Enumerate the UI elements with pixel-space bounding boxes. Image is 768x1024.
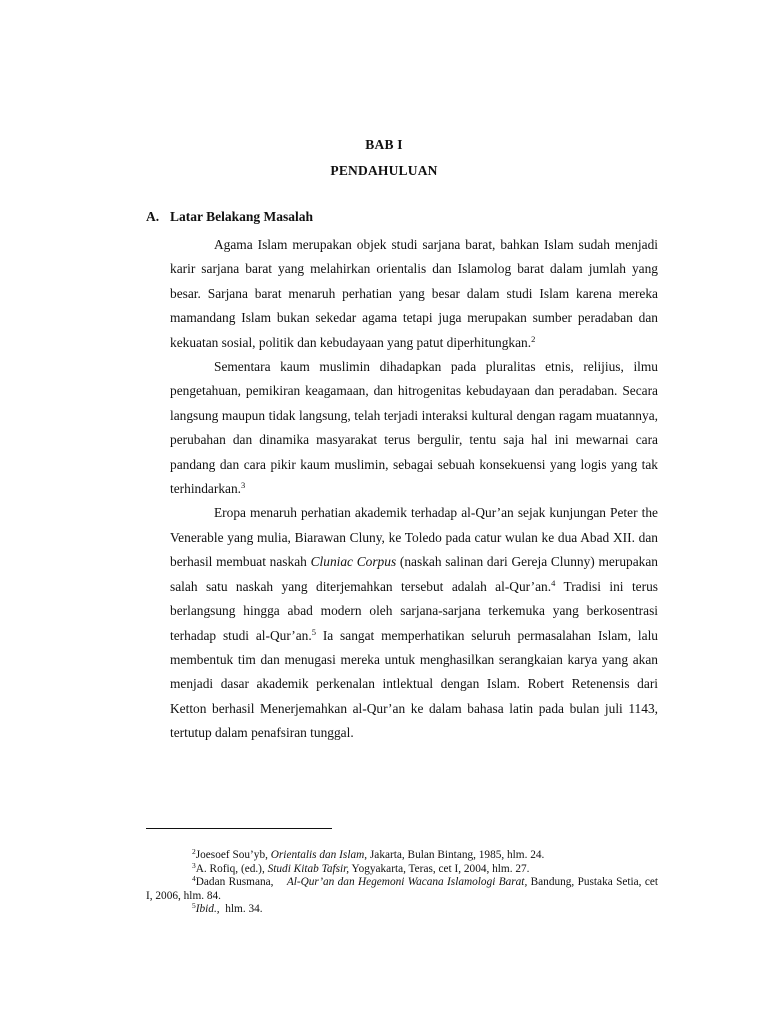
footnote-3 <box>146 860 658 877</box>
footnote-number: 5 <box>192 901 196 911</box>
section-title: Latar Belakang Masalah <box>170 209 314 224</box>
paragraph-3-italic-title: Cluniac Corpus <box>310 554 397 570</box>
footnote-text: Bandung, Pustaka Setia, cet I, 2006, hlm. 84. <box>146 876 658 902</box>
footnote-text: Yogyakarta, Teras, cet I, 2004, hlm. 27. <box>349 862 530 875</box>
footnote-ref-2: 2 <box>531 333 536 344</box>
body-text <box>170 233 658 746</box>
footnote-ref-5: 5 <box>311 626 316 637</box>
footnote-text: , Jakarta, Bulan Bintang, 1985, hlm. 24. <box>364 849 545 861</box>
footnotes <box>146 849 658 917</box>
footnote-text: hlm. 34. <box>219 903 263 916</box>
paragraph-3-text-c: Tradisi ini terus berlangsung hingga abad modern oleh sarjana-sarjana terkemuka yang berkosentrasi terhadap studi al-Qur’an. <box>170 578 658 643</box>
footnote-text: A. Rofiq, (ed.), <box>195 862 268 875</box>
footnote-ref-3: 3 <box>241 480 246 491</box>
footnote-separator <box>146 828 332 829</box>
footnote-number: 3 <box>192 860 196 870</box>
footnote-title: Ibid., <box>195 903 220 916</box>
paragraph-1-text: Agama Islam merupakan objek studi sarjana barat, bahkan Islam sudah menjadi karir sarjana barat yang melahirkan orientalis dan Islamolog barat dalam jumlah yang besar. Sarjana barat menaruh perhatian yang besar dalam studi Islam karena mereka mamandang Islam bukan sekedar agama tetapi juga merupakan sumber peradaban dan kekuatan sosial, politik dan kebudayaan yang patut diperhitungkan. <box>170 237 658 350</box>
chapter-number: BAB I <box>365 137 403 152</box>
paragraph-1 <box>170 233 658 355</box>
footnote-2 <box>146 849 658 863</box>
paragraph-3-text-a: Eropa menaruh perhatian akademik terhadap al-Qur’an sejak kunjungan Peter the Venerable yang mulia, Biarawan Cluny, ke Toledo pada catur wulan ke dua Abad XII. dan berhasil membuat naskah <box>170 505 658 570</box>
footnote-4 <box>146 876 658 903</box>
paragraph-2-text: Sementara kaum muslimin dihadapkan pada pluralitas etnis, relijius, ilmu pengetahuan, pemikiran keagamaan, dan hitrogenitas kebudayaan dan peradaban. Secara langsung maupun tidak langsung, telah terjadi interaksi kultural dengan ragam muatannya, perubahan dan dinamika masyarakat terus bergulir, tentu saja hal ini mewarnai cara pandang dan cara pikir kaum muslimin, sebagai sebuah konsekuensi yang logis yang tak terhindarkan. <box>170 359 658 497</box>
paragraph-3 <box>170 501 658 745</box>
footnote-number: 4 <box>192 874 196 884</box>
paragraph-2 <box>170 355 658 501</box>
footnote-title: Studi Kitab Tafsir, <box>267 862 350 875</box>
footnote-5 <box>146 903 658 917</box>
paragraph-3-text-d: Ia sangat memperhatikan seluruh permasalahan Islam, lalu membentuk tim dan menugasi mereka untuk menghasilkan serangkaian karya yang akan menjadi dasar akademik perkenalan intlektual dengan Islam. Robert Retenensis dari Ketton berhasil Menerjemahkan al-Qur’an ke dalam bahasa latin pada bulan juli 1143, tertutup dalam penafsiran tunggal. <box>170 627 658 741</box>
footnote-ref-4: 4 <box>551 577 556 588</box>
section-letter: A. <box>146 209 160 224</box>
footnote-text: Joesoef Sou’yb, <box>195 849 271 861</box>
footnote-title: Al-Qur’an dan Hegemoni Wacana Islamologi Barat, <box>286 876 528 889</box>
paragraph-3-text-b: (naskah salinan dari Gereja Clunny) merupakan salah satu naskah yang diterjemahkan tersebut adalah al-Qur’an. <box>170 554 658 594</box>
footnote-text: Dadan Rusmana, <box>195 876 287 889</box>
section-heading <box>146 209 313 225</box>
chapter-title: PENDAHULUAN <box>330 163 438 178</box>
footnote-number: 2 <box>192 847 196 856</box>
footnote-title: Orientalis dan Islam <box>270 849 365 861</box>
